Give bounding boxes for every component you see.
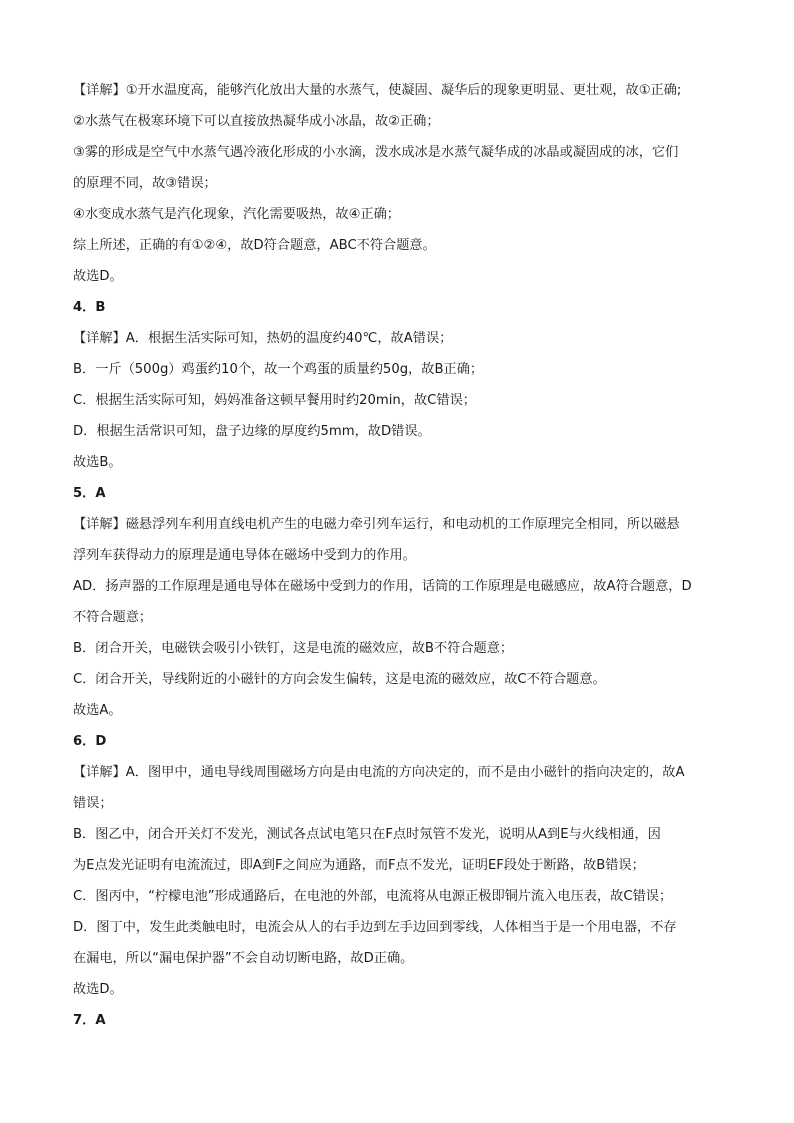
text-line: 故选A。 [73,703,122,718]
question-number: 4．B [73,300,106,315]
text-line: D．图丁中，发生此类触电时，电流会从人的右手边到左手边回到零线，人体相当于是一个用电器，不存 [73,920,677,935]
text-line: B．一斤（500g）鸡蛋约10个，故一个鸡蛋的质量约50g，故B正确； [73,362,484,377]
text-line: 故选D。 [73,269,123,284]
text-line: C．根据生活实际可知，妈妈准备这顿早餐用时约20min，故C错误； [73,393,476,408]
text-line: 【详解】A．图甲中，通电导线周围磁场方向是由电流的方向决定的，而不是由小磁针的指向决定的，故A [73,765,685,780]
text-line: ③雾的形成是空气中水蒸气遇冷液化形成的小水滴，泼水成冰是水蒸气凝华成的冰晶或凝固成的冰，它们 [73,145,679,160]
text-line: ④水变成水蒸气是汽化现象，汽化需要吸热，故④正确； [73,207,400,222]
text-line: 在漏电，所以“漏电保护器”不会自动切断电路，故D正确。 [73,951,414,966]
text-line: 综上所述，正确的有①②④，故D符合题意，ABC不符合题意。 [73,238,436,253]
text-line: 错误； [73,796,113,811]
text-line: 的原理不同，故③错误； [73,176,217,191]
question-number: 7．A [73,1013,106,1028]
text-line: 故选B。 [73,455,122,470]
text-line: 为E点发光证明有电流流过，即A到F之间应为通路，而F点不发光，证明EF段处于断路，故B错误； [73,858,645,873]
text-line: B．闭合开关，电磁铁会吸引小铁钉，这是电流的磁效应，故B不符合题意； [73,641,514,656]
question-number: 5．A [73,486,106,501]
text-line: 浮列车获得动力的原理是通电导体在磁场中受到力的作用。 [73,548,416,563]
text-line: C．图丙中，“柠檬电池”形成通路后，在电池的外部，电流将从电源正极即铜片流入电压表，故C错误； [73,889,673,904]
text-line: 不符合题意； [73,610,153,625]
text-line: 【详解】A．根据生活实际可知，热奶的温度约40℃，故A错误； [73,331,453,346]
text-line: D．根据生活常识可知，盘子边缘的厚度约5mm，故D错误。 [73,424,431,439]
text-line: ②水蒸气在极寒环境下可以直接放热凝华成小冰晶，故②正确； [73,114,440,129]
text-line: 故选D。 [73,982,123,997]
text-line: C．闭合开关，导线附近的小磁针的方向会发生偏转，这是电流的磁效应，故C不符合题意。 [73,672,606,687]
text-line: AD．扬声器的工作原理是通电导体在磁场中受到力的作用，话筒的工作原理是电磁感应，故A符合题意，D [73,579,692,594]
text-line: B．图乙中，闭合开关灯不发光，测试各点试电笔只在F点时氖管不发光，说明从A到E与火线相通，因 [73,827,661,842]
text-line: 【详解】①开水温度高，能够汽化放出大量的水蒸气，使凝固、凝华后的现象更明显、更壮观，故①正确; [73,83,682,98]
text-line: 【详解】磁悬浮列车利用直线电机产生的电磁力牵引列车运行，和电动机的工作原理完全相同，所以磁悬 [73,517,680,532]
question-number: 6．D [73,734,107,749]
